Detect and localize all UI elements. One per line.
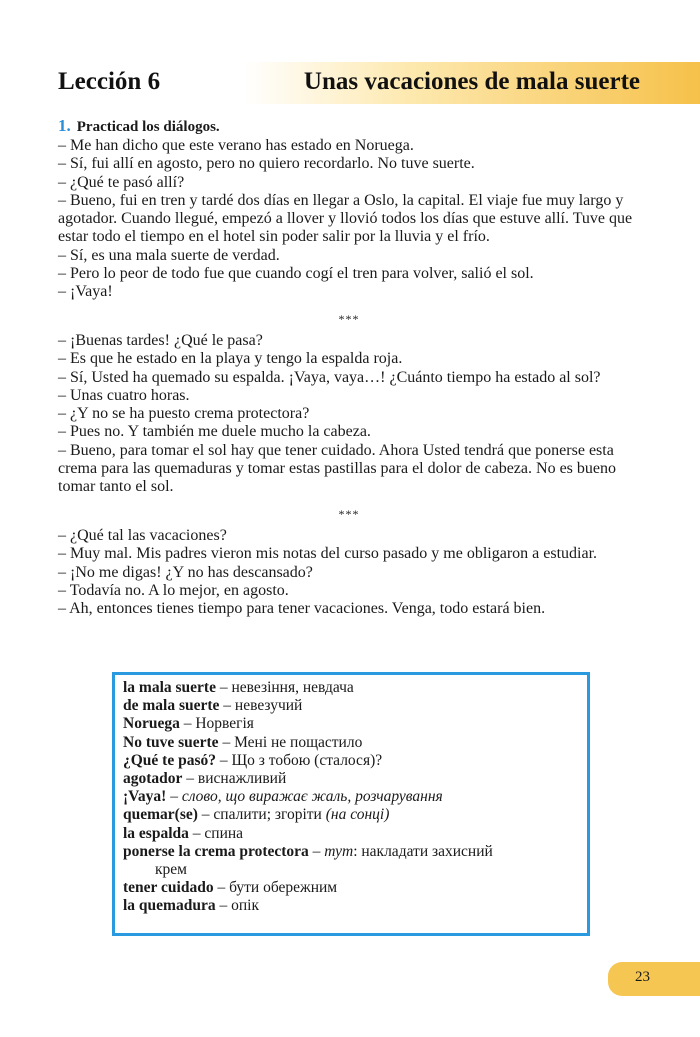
vocab-term: agotador bbox=[123, 770, 183, 788]
dialog-line: – Sí, fui allí en agosto, pero no quiero recordarlo. No tuve suerte. bbox=[58, 155, 475, 173]
dialog-line: – Sí, Usted ha quemado su espalda. ¡Vaya, vaya…! ¿Cuánto tiempo ha estado al sol? bbox=[58, 368, 601, 386]
dialog-line: – Todavía no. A lo mejor, en agosto. bbox=[58, 581, 289, 599]
dialog-line: – Me han dicho que este verano has estado en Noruega. bbox=[58, 137, 414, 154]
vocab-term: la espalda bbox=[123, 824, 189, 842]
vocab-entry: No tuve suerte – Мені не пощастило bbox=[123, 733, 363, 751]
vocab-entry: tener cuidado – бути обережним bbox=[123, 879, 338, 897]
vocab-term: ¡Vaya! bbox=[123, 788, 167, 806]
vocab-definition: спина bbox=[204, 824, 244, 842]
page-number-tab bbox=[608, 962, 700, 996]
section-separator: *** bbox=[338, 311, 360, 326]
vocab-definition: невезучий bbox=[234, 697, 303, 715]
vocab-term: la mala suerte bbox=[123, 679, 216, 696]
dialog-line: – Pues no. Y también me duele mucho la cabeza. bbox=[58, 423, 371, 441]
vocab-definition: невезіння, невдача bbox=[231, 679, 354, 696]
vocab-definition: бути обережним bbox=[229, 879, 338, 897]
dialog-line: – ¿Y no se ha puesto crema protectora? bbox=[58, 405, 310, 423]
vocab-entry: ¡Vaya! – слово, що виражає жаль, розчарування bbox=[123, 788, 443, 806]
dialog-line: – Unas cuatro horas. bbox=[58, 386, 190, 404]
vocab-entry: Noruega – Норвегія bbox=[123, 715, 254, 733]
vocab-definition: слово, що виражає жаль, розчарування bbox=[181, 788, 443, 806]
dialog-1 bbox=[58, 137, 640, 302]
vocab-entry-continuation: крем bbox=[155, 861, 187, 879]
dialog-text bbox=[58, 137, 640, 618]
section-separator: *** bbox=[338, 506, 360, 521]
dialog-line: – Bueno, para tomar el sol hay que tener cuidado. Ahora Usted tendrá que ponerse esta crema para las quemaduras y tomar estas pastillas para el dolor de cabeza. No es bueno tomar tanto el sol. bbox=[58, 441, 616, 496]
vocab-term: tener cuidado bbox=[123, 879, 214, 897]
vocab-definition: опік bbox=[231, 897, 259, 915]
vocab-entry: la quemadura – опік bbox=[123, 897, 259, 915]
vocab-definition: виснажливий bbox=[197, 770, 287, 788]
vocab-entry: de mala suerte – невезучий bbox=[123, 697, 303, 715]
dialog-3 bbox=[58, 527, 640, 618]
dialog-line: – ¿Qué te pasó allí? bbox=[58, 173, 185, 191]
vocab-entry: quemar(se) – спалити; згоріти (на сонці) bbox=[123, 806, 390, 824]
vocab-term: la quemadura bbox=[123, 897, 216, 915]
vocab-term: quemar(se) bbox=[123, 806, 198, 824]
exercise-number: 1. bbox=[58, 116, 71, 135]
dialog-line: – Pero lo peor de todo fue que cuando cogí el tren para volver, salió el sol. bbox=[58, 265, 534, 283]
dialog-line: – ¡No me digas! ¿Y no has descansado? bbox=[58, 563, 313, 581]
vocab-entry: agotador – виснажливий bbox=[123, 770, 287, 788]
vocab-term: ponerse la crema protectora bbox=[123, 842, 309, 860]
vocab-definition: : накладати захисний bbox=[353, 842, 493, 860]
lesson-number: Lección 6 bbox=[58, 68, 161, 95]
dialog-line: – Sí, es una mala suerte de verdad. bbox=[58, 246, 280, 264]
vocab-entry: ponerse la crema protectora – тут: накладати захисний bbox=[123, 842, 493, 860]
dialog-line: – Es que he estado en la playa y tengo la espalda roja. bbox=[58, 350, 403, 368]
exercise-instruction bbox=[58, 116, 220, 136]
dialog-line: – ¡Vaya! bbox=[58, 283, 113, 301]
vocabulary-box bbox=[112, 672, 590, 936]
dialog-2 bbox=[58, 332, 640, 497]
dialog-line: – Ah, entonces tienes tiempo para tener vacaciones. Venga, todo estará bien. bbox=[58, 600, 546, 618]
vocab-term: Noruega bbox=[123, 715, 180, 733]
vocab-definition: Норвегія bbox=[195, 715, 254, 733]
vocab-entry: ¿Qué te pasó? – Що з тобою (сталося)? bbox=[123, 751, 383, 769]
vocab-term: ¿Qué te pasó? bbox=[123, 751, 216, 769]
vocab-definition: Мені не пощастило bbox=[234, 733, 363, 751]
lesson-title: Unas vacaciones de mala suerte bbox=[303, 68, 640, 95]
dialog-line: – Bueno, fui en tren y tardé dos días en llegar a Oslo, la capital. El viaje fue muy largo y agotador. Cuando llegué, empezó a llover y llovió todos los días que estuve allí. Tuve que estar todo el tiempo en el hotel sin poder salir por la lluvia y el frío. bbox=[58, 191, 633, 246]
page-number: 23 bbox=[635, 969, 650, 985]
vocab-entry: la mala suerte – невезіння, невдача bbox=[123, 679, 354, 696]
vocab-entry: la espalda – спина bbox=[123, 824, 244, 842]
dialog-line: – ¡Buenas tardes! ¿Qué le pasa? bbox=[58, 331, 263, 349]
vocab-term: de mala suerte bbox=[123, 697, 220, 715]
vocab-definition-note: тут bbox=[324, 842, 354, 860]
vocab-definition: спалити; згоріти bbox=[213, 806, 326, 824]
vocab-definition: Що з тобою (сталося)? bbox=[231, 751, 383, 769]
dialog-line: – Muy mal. Mis padres vieron mis notas del curso pasado y me obligaron a estudiar. bbox=[58, 545, 598, 563]
dialog-line: – ¿Qué tal las vacaciones? bbox=[58, 526, 227, 544]
exercise-text: Practicad los diálogos. bbox=[76, 119, 220, 135]
vocab-term: No tuve suerte bbox=[123, 733, 219, 751]
vocab-definition-note: (на сонці) bbox=[325, 806, 390, 824]
